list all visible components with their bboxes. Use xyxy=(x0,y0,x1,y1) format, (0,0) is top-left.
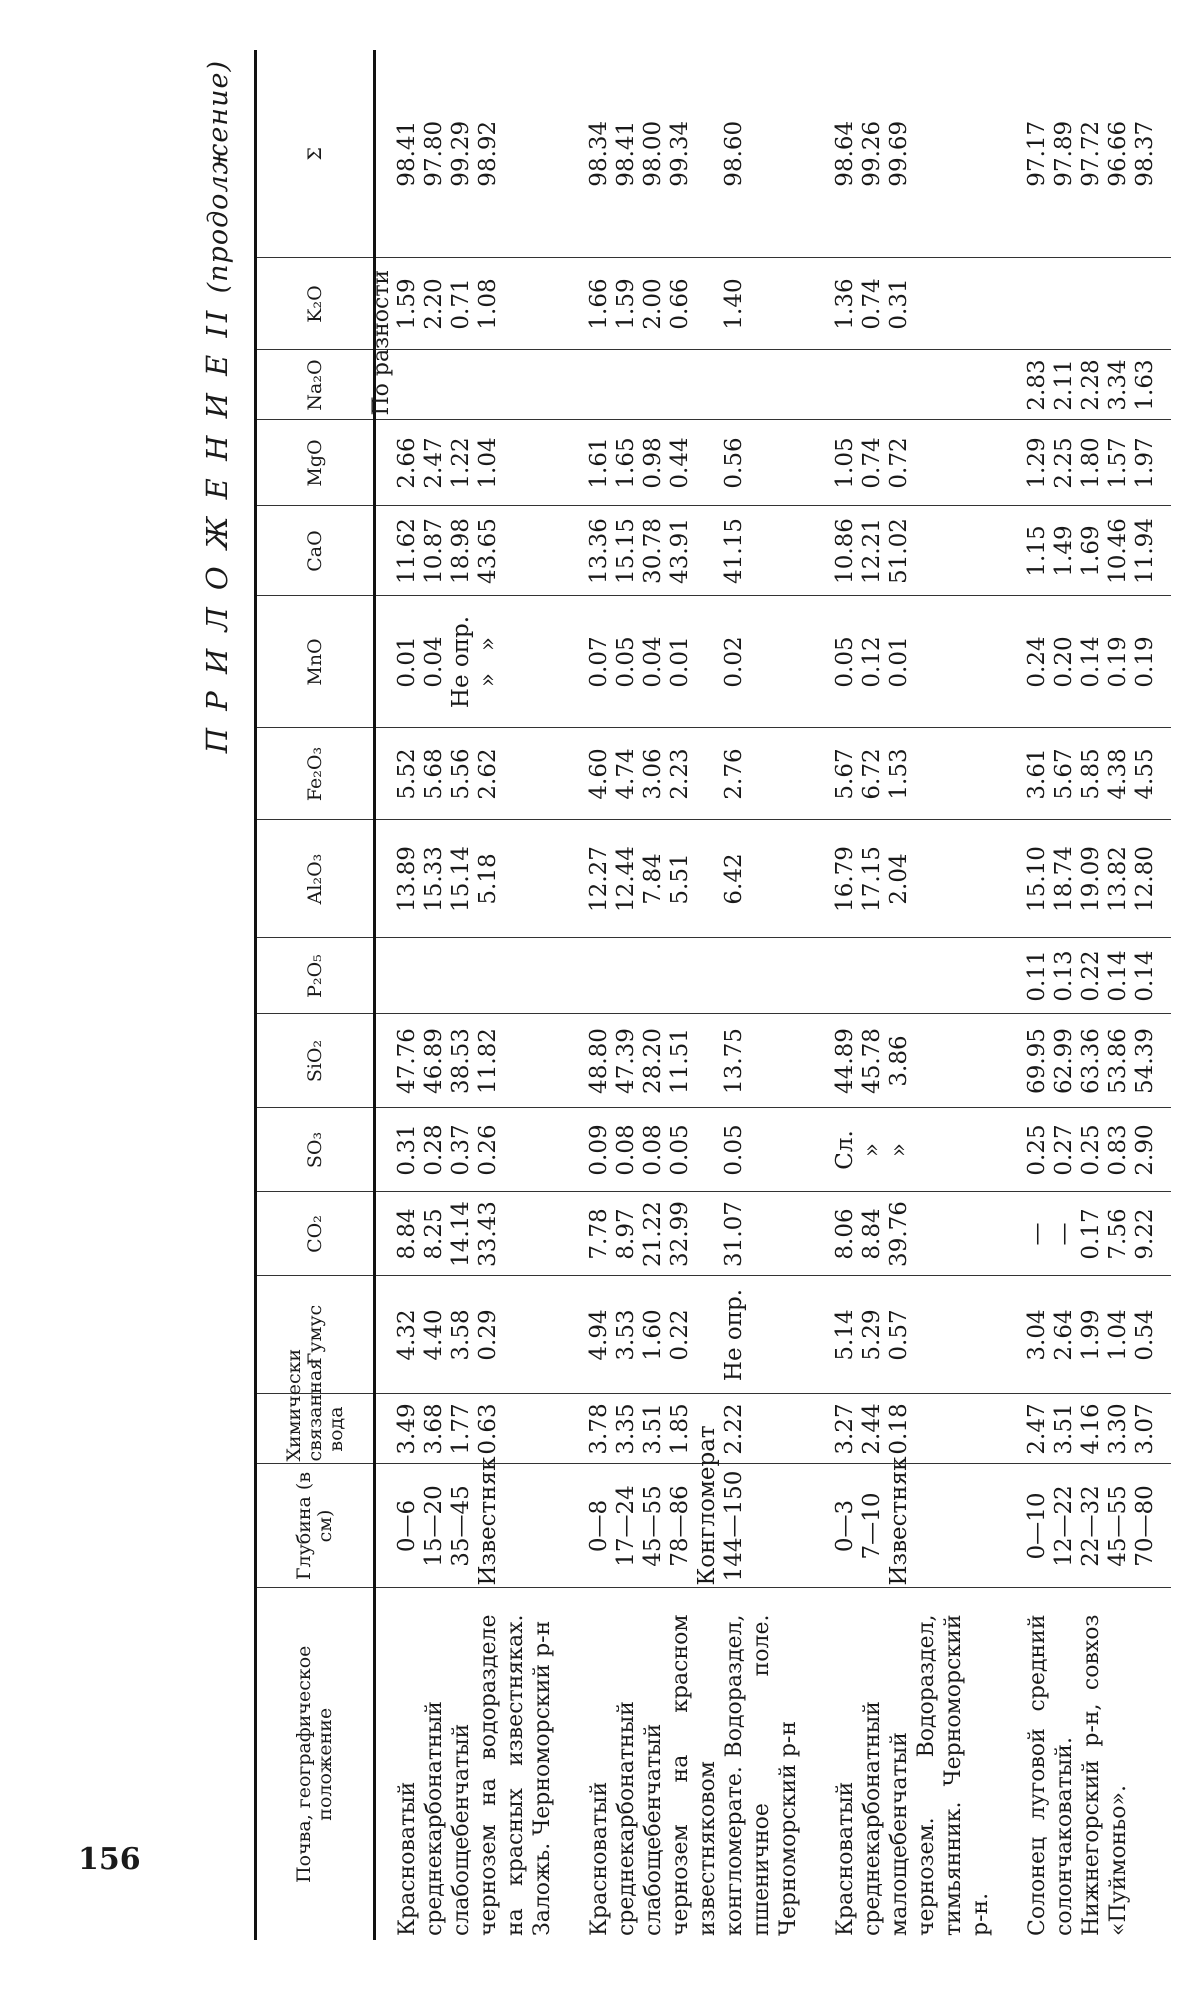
cell-soil: Красноватый среднекарбонатный слабощебенчатый чернозем на красном известняковом конгломерате. Водораздел, пшеничное поле. Черноморский р-н xyxy=(587,1614,801,1936)
column-header-humus: Гумус xyxy=(256,1276,375,1394)
cell-depth: 0—8 17—24 45—55 78—86 Конгломерат 144—150 xyxy=(568,1464,814,1588)
table-row xyxy=(814,50,1006,1940)
column-header-p2o5: P₂O₅ xyxy=(256,938,375,1014)
column-header-k2o: K₂O xyxy=(256,258,375,350)
cell-depth: 0—6 15—20 35—45 Известняк xyxy=(375,1464,569,1588)
cell-al2o3: 12.27 12.44 7.84 5.51 6.42 xyxy=(568,820,814,938)
column-header-depth: Глубина (в см) xyxy=(256,1464,375,1588)
cell-so3: 0.31 0.28 0.37 0.26 xyxy=(375,1108,569,1192)
cell-k2o: 1.66 1.59 2.00 0.66 1.40 xyxy=(568,258,814,350)
cell-soil: Красноватый среднекарбонатный малощебенчатый чернозем. Водораздел, тимьянник. Черноморский р-н. xyxy=(833,1614,993,1936)
cell-so3: Сл. » » xyxy=(814,1108,1006,1192)
rotated-page xyxy=(180,50,1158,1940)
column-header-fe2o3: Fe₂O₃ xyxy=(256,728,375,820)
soil-analysis-table-wrap xyxy=(254,50,1158,1940)
cell-fe2o3: 3.61 5.67 5.85 4.38 4.55 xyxy=(1006,728,1171,820)
table-row xyxy=(375,50,569,1940)
column-header-sum: Σ xyxy=(256,50,375,258)
cell-co2: 8.84 8.25 14.14 33.43 xyxy=(375,1192,569,1276)
cell-sio2: 48.80 47.39 28.20 11.51 13.75 xyxy=(568,1014,814,1108)
note-by-difference: По разности xyxy=(369,269,394,416)
cell-fe2o3: 4.60 4.74 3.06 2.23 2.76 xyxy=(568,728,814,820)
column-header-mno: MnO xyxy=(256,596,375,728)
column-header-water: Химически связанная вода xyxy=(256,1394,375,1464)
cell-cao: 11.62 10.87 18.98 43.65 xyxy=(375,506,569,596)
cell-mno: 0.05 0.12 0.01 xyxy=(814,596,1006,728)
column-header-so3: SO₃ xyxy=(256,1108,375,1192)
cell-humus: 4.94 3.53 1.60 0.22 Не опр. xyxy=(568,1276,814,1394)
cell-sio2: 44.89 45.78 3.86 xyxy=(814,1014,1006,1108)
appendix-title: П Р И Л О Ж Е Н И Е II xyxy=(200,306,234,754)
cell-co2: 8.06 8.84 39.76 xyxy=(814,1192,1006,1276)
cell-humus: 3.04 2.64 1.99 1.04 0.54 xyxy=(1006,1276,1171,1394)
table-body xyxy=(369,50,1172,1940)
table-row xyxy=(568,50,814,1940)
cell-cao: 1.15 1.49 1.69 10.46 11.94 xyxy=(1006,506,1171,596)
cell-cao: 10.86 12.21 51.02 xyxy=(814,506,1006,596)
cell-p2o5 xyxy=(814,938,1006,1014)
cell-sum: 98.41 97.80 99.29 98.92 xyxy=(375,50,569,258)
cell-sum: 98.34 98.41 98.00 99.34 98.60 xyxy=(568,50,814,258)
cell-k2o: 1.36 0.74 0.31 xyxy=(814,258,1006,350)
cell-soil: Красноватый среднекарбонатный слабощебенчатый чернозем на водоразделе на красных известняках. Заложь. Черноморский р-н xyxy=(395,1614,555,1936)
cell-mgo: 1.29 2.25 1.80 1.57 1.97 xyxy=(1006,420,1171,506)
cell-al2o3: 13.89 15.33 15.14 5.18 xyxy=(375,820,569,938)
cell-p2o5 xyxy=(375,938,569,1014)
cell-al2o3: 16.79 17.15 2.04 xyxy=(814,820,1006,938)
cell-water: 2.47 3.51 4.16 3.30 3.07 xyxy=(1006,1394,1171,1464)
cell-na2o xyxy=(568,350,814,420)
cell-k2o xyxy=(1006,258,1171,350)
cell-water: 3.78 3.35 3.51 1.85 2.22 xyxy=(568,1394,814,1464)
cell-humus: 4.32 4.40 3.58 0.29 xyxy=(375,1276,569,1394)
appendix-heading xyxy=(180,60,254,1940)
cell-water: 3.27 2.44 0.18 xyxy=(814,1394,1006,1464)
cell-mgo: 2.66 2.47 1.22 1.04 xyxy=(375,420,569,506)
column-header-al2o3: Al₂O₃ xyxy=(256,820,375,938)
page-number: 156 xyxy=(78,1842,141,1877)
cell-soil: Солонец луговой средний солончаковатый. Нижнегорский р-н, совхоз «Пуймоньо». xyxy=(1025,1614,1131,1936)
cell-so3: 0.09 0.08 0.08 0.05 0.05 xyxy=(568,1108,814,1192)
cell-sum: 98.64 99.26 99.69 xyxy=(814,50,1006,258)
table-row xyxy=(1006,50,1171,1940)
column-header-cao: CaO xyxy=(256,506,375,596)
cell-p2o5 xyxy=(568,938,814,1014)
cell-sio2: 47.76 46.89 38.53 11.82 xyxy=(375,1014,569,1108)
column-header-soil: Почва, географическое положение xyxy=(256,1588,375,1940)
cell-mno: 0.01 0.04 Не опр. » » xyxy=(375,596,569,728)
column-header-mgo: MgO xyxy=(256,420,375,506)
cell-fe2o3: 5.52 5.68 5.56 2.62 xyxy=(375,728,569,820)
cell-na2o xyxy=(814,350,1006,420)
cell-depth: 0—3 7—10 Известняк xyxy=(814,1464,1006,1588)
cell-mno: 0.07 0.05 0.04 0.01 0.02 xyxy=(568,596,814,728)
cell-sum: 97.17 97.89 97.72 96.66 98.37 xyxy=(1006,50,1171,258)
column-header-co2: CO₂ xyxy=(256,1192,375,1276)
cell-p2o5: 0.11 0.13 0.22 0.14 0.14 xyxy=(1006,938,1171,1014)
cell-fe2o3: 5.67 6.72 1.53 xyxy=(814,728,1006,820)
cell-water: 3.49 3.68 1.77 0.63 xyxy=(375,1394,569,1464)
cell-mgo: 1.61 1.65 0.98 0.44 0.56 xyxy=(568,420,814,506)
soil-analysis-table xyxy=(254,50,1171,1940)
cell-mgo: 1.05 0.74 0.72 xyxy=(814,420,1006,506)
column-header-na2o: Na₂O xyxy=(256,350,375,420)
appendix-subtitle: (продолжение) xyxy=(203,60,234,294)
table-header-row xyxy=(256,50,375,1940)
cell-cao: 13.36 15.15 30.78 43.91 41.15 xyxy=(568,506,814,596)
cell-k2o: 1.59 2.20 0.71 1.08 xyxy=(375,258,569,350)
column-header-sio2: SiO₂ xyxy=(256,1014,375,1108)
cell-depth: 0—10 12—22 22—32 45—55 70—80 xyxy=(1006,1464,1171,1588)
cell-sio2: 69.95 62.99 63.36 53.86 54.39 xyxy=(1006,1014,1171,1108)
cell-co2: — — 0.17 7.56 9.22 xyxy=(1006,1192,1171,1276)
cell-co2: 7.78 8.97 21.22 32.99 31.07 xyxy=(568,1192,814,1276)
cell-humus: 5.14 5.29 0.57 xyxy=(814,1276,1006,1394)
cell-mno: 0.24 0.20 0.14 0.19 0.19 xyxy=(1006,596,1171,728)
cell-so3: 0.25 0.27 0.25 0.83 2.90 xyxy=(1006,1108,1171,1192)
cell-na2o: 2.83 2.11 2.28 3.34 1.63 xyxy=(1006,350,1171,420)
cell-al2o3: 15.10 18.74 19.09 13.82 12.80 xyxy=(1006,820,1171,938)
